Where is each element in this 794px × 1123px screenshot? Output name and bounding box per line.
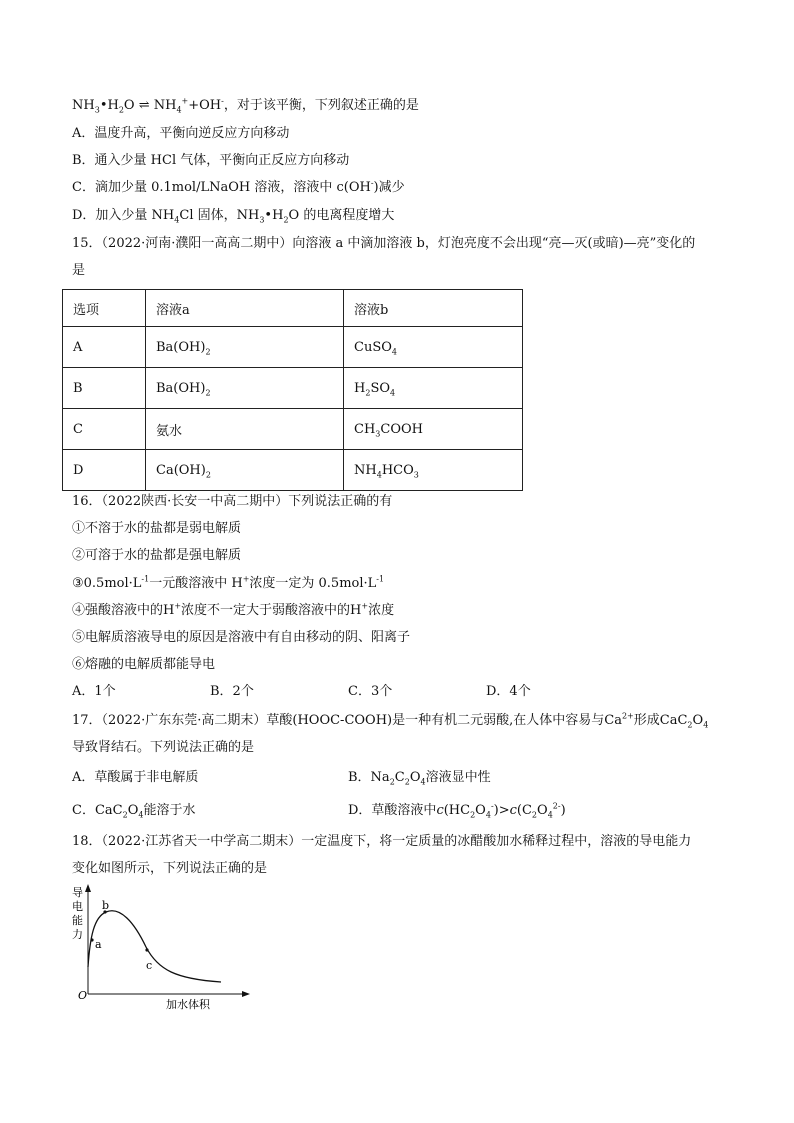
table-row <box>63 368 523 409</box>
q14-equation: $NH_3•H_2O$ ⇌ $NH_4^++OH^-$，对于该平衡，下列叙述正确的是 <box>72 96 419 115</box>
q17-option-c: C．$CaC_2O_4$能溶于水 <box>72 803 196 820</box>
q16-item-1: ①不溶于水的盐都是弱电解质 <box>72 521 242 536</box>
table-cell: CuSO$_4$ <box>344 327 523 368</box>
q15-table <box>62 289 523 491</box>
q16-item-6: ⑥熔融的电解质都能导电 <box>72 657 216 672</box>
q14-option-a: A．温度升高，平衡向逆反应方向移动 <box>72 126 290 141</box>
table-cell: $Ba(OH)_2$ <box>146 368 344 409</box>
table-cell: A <box>63 327 146 368</box>
table-cell: $Ba(OH)_2$ <box>146 327 344 368</box>
table-cell: C <box>63 409 146 450</box>
table-cell: D <box>63 450 146 491</box>
table-cell: 氨水 <box>146 409 344 450</box>
table-cell: $Ca(OH)_2$ <box>146 450 344 491</box>
q18-stem: 18．（2022·江苏省天一中学高二期末）一定温度下，将一定质量的冰醋酸加水稀释过程中，溶液的导电能力 <box>72 834 692 849</box>
q16-item-3: $③0.5mol\cdot L^{-1}$一元酸溶液中 H+浓度一定为 $0.5mol\cdot L^{-1}$ <box>72 574 385 591</box>
q17-option-d: D．草酸溶液中$c(HC_2O_4^-)>c(C_2O_4^{2-})$ <box>348 801 566 820</box>
q14-option-d: D．加入少量 $NH_4Cl$ 固体，$NH_3•H_2O$ 的电离程度增大 <box>72 208 395 225</box>
table-header-cell: 选项 <box>63 290 146 327</box>
table-cell: B <box>63 368 146 409</box>
point-a <box>90 938 93 941</box>
point-label-a: a <box>95 938 102 951</box>
q17-option-a: A．草酸属于非电解质 <box>72 770 199 785</box>
y-axis-label-4: 力 <box>72 928 83 941</box>
x-axis-label: 加水体积 <box>166 998 210 1011</box>
x-axis-arrow <box>242 991 250 997</box>
table-row <box>63 409 523 450</box>
q15-stem-cont: 是 <box>72 263 86 278</box>
y-axis-label-2: 电 <box>72 900 83 913</box>
q16-choice-d: D．4个 <box>486 684 531 699</box>
point-c <box>145 948 148 951</box>
q15-stem: 15．（2022·河南·濮阳一高高二期中）向溶液 a 中滴加溶液 b，灯泡亮度不会出现“亮—灭(或暗)—亮”变化的 <box>72 236 696 251</box>
q14-option-b: B．通入少量 HCl 气体，平衡向正反应方向移动 <box>72 153 350 168</box>
q16-choice-b: B．2个 <box>210 684 254 699</box>
q16-choice-a: A．1个 <box>72 684 116 699</box>
y-axis-label-1: 导 <box>72 886 83 899</box>
q14-option-c: C．滴加少量 0.1mol/LNaOH 溶液，溶液中 c(OH-)减少 <box>72 178 405 195</box>
y-axis-arrow <box>85 884 91 892</box>
table-header-cell: 溶液b <box>344 290 523 327</box>
table-header-cell: 溶液a <box>146 290 344 327</box>
origin-label: O <box>78 989 88 1002</box>
point-label-c: c <box>146 959 153 972</box>
q18-stem-cont: 变化如图所示，下列说法正确的是 <box>72 861 268 876</box>
table-cell: $NH_4HCO_3$ <box>344 450 523 491</box>
q16-stem: 16．（2022陕西·长安一中高二期中）下列说法正确的有 <box>72 494 393 509</box>
q16-item-5: ⑤电解质溶液导电的原因是溶液中有自由移动的阴、阳离子 <box>72 630 411 645</box>
q16-item-4: ④强酸溶液中的H+浓度不一定大于弱酸溶液中的H+浓度 <box>72 601 395 618</box>
table-row <box>63 450 523 491</box>
q17-stem-cont: 导致肾结石。下列说法正确的是 <box>72 740 255 755</box>
q17-stem: 17．（2022·广东东莞·高二期末）草酸(HOOC-COOH)是一种有机二元弱酸,在人体中容易与$Ca^{2+}$形成$CaC_2O_4$ <box>72 711 709 730</box>
table-cell: $CH_3COOH$ <box>344 409 523 450</box>
q16-choice-c: C．3个 <box>348 684 393 699</box>
y-axis-label-3: 能 <box>72 914 83 927</box>
table-row <box>63 327 523 368</box>
q17-option-b: B．$Na_2C_2O_4$溶液显中性 <box>348 770 491 787</box>
table-header-row <box>63 290 523 327</box>
point-label-b: b <box>102 899 110 912</box>
table-cell: $H_2SO_4$ <box>344 368 523 409</box>
conductivity-curve <box>88 911 221 982</box>
conductivity-chart <box>66 882 266 1012</box>
q16-item-2: ②可溶于水的盐都是强电解质 <box>72 548 242 563</box>
